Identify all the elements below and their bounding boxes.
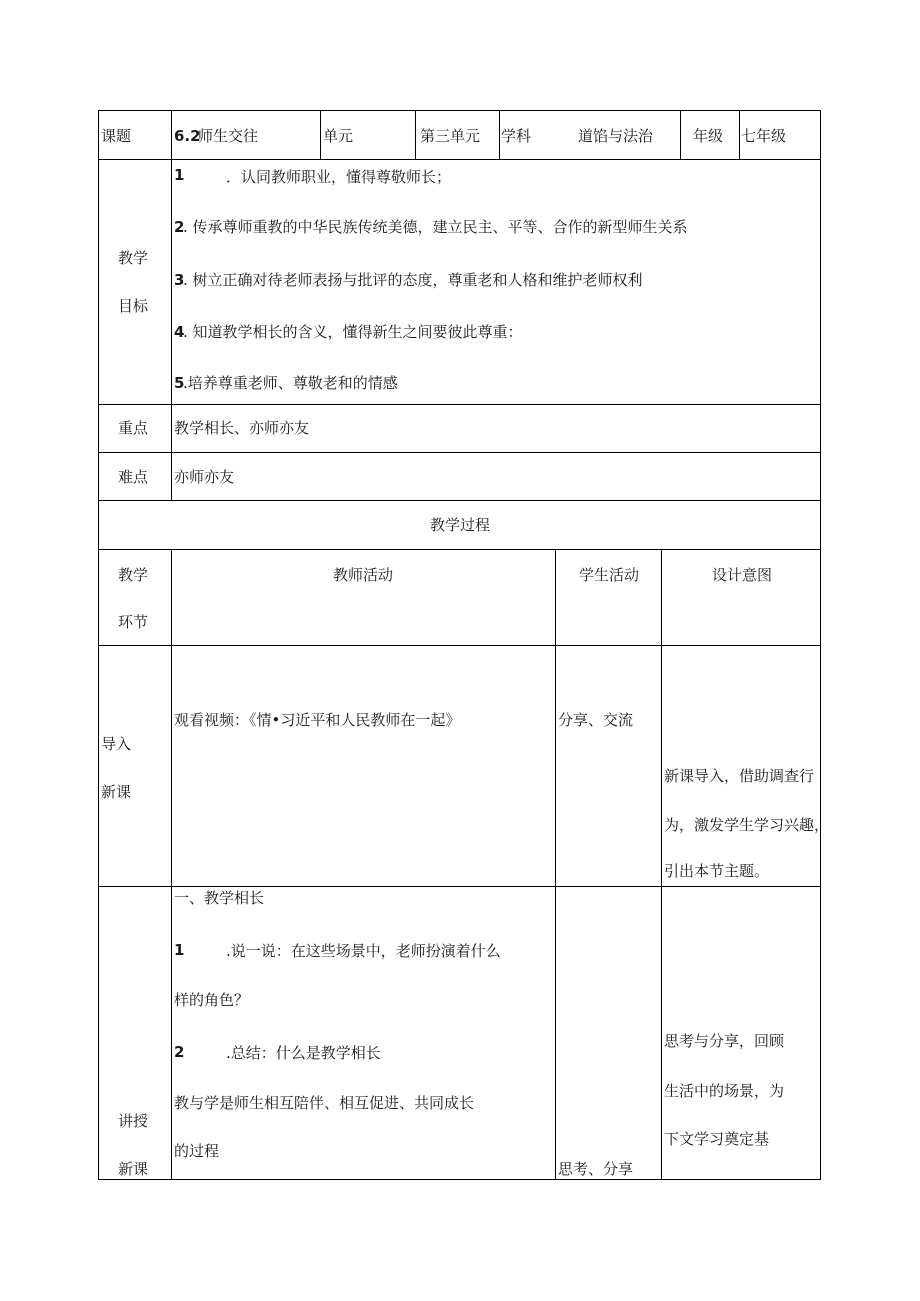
lecture-summary: 教与学是师生相互陪伴、相互促进、共同成长 bbox=[174, 1094, 475, 1112]
lecture-design-line: 生活中的场景，为 bbox=[664, 1082, 785, 1100]
row-line bbox=[98, 1179, 821, 1180]
col-line bbox=[499, 110, 500, 160]
key-point-label: 重点 bbox=[118, 419, 149, 437]
intro-design-line: 新课导入，借助调查行 bbox=[664, 767, 815, 785]
objective-text: . 树立正确对待老师表扬与批评的态度，尊重老和人格和维护老师权利 bbox=[183, 271, 643, 289]
intro-teacher-activity: 观看视频：《情•习近平和人民教师在一起》 bbox=[174, 711, 461, 729]
objective-text: . 知道教学相长的含义，懂得新生之间要彼此尊重： bbox=[183, 323, 523, 341]
lecture-stage-2: 新课 bbox=[118, 1160, 149, 1178]
col-line bbox=[171, 549, 172, 1180]
objective-number: 4 bbox=[174, 323, 185, 341]
row-line bbox=[98, 159, 821, 160]
intro-stage-2: 新课 bbox=[101, 783, 132, 801]
lecture-heading: 一、教学相长 bbox=[174, 889, 265, 907]
col-line bbox=[680, 110, 681, 160]
stage-header-2: 环节 bbox=[118, 613, 149, 631]
unit-label: 单元 bbox=[323, 127, 354, 145]
row-line bbox=[98, 549, 821, 550]
col-line bbox=[555, 549, 556, 1180]
objectives-label-2: 目标 bbox=[118, 297, 149, 315]
intro-student-activity: 分享、交流 bbox=[558, 711, 634, 729]
grade-label: 年级 bbox=[693, 127, 724, 145]
intro-design-line: 引出本节主题。 bbox=[664, 862, 770, 880]
col-line bbox=[171, 110, 172, 160]
row-line bbox=[98, 645, 821, 646]
topic-value: 师生交往 bbox=[198, 127, 259, 145]
row-line bbox=[98, 110, 821, 111]
row-line bbox=[98, 452, 821, 453]
lecture-design-line: 思考与分享，回顾 bbox=[664, 1032, 785, 1050]
student-activity-header: 学生活动 bbox=[579, 566, 640, 584]
subject-value: 道馅与法治 bbox=[578, 127, 654, 145]
lecture-item-number: 2 bbox=[174, 1043, 185, 1061]
difficulty-label: 难点 bbox=[118, 468, 149, 486]
lecture-item-text: .说一说：在这些场景中，老师扮演着什么 bbox=[226, 942, 501, 960]
stage-header-1: 教学 bbox=[118, 566, 149, 584]
objective-number: 2 bbox=[174, 218, 185, 236]
lecture-item-text: 样的角色？ bbox=[174, 991, 250, 1009]
objective-number: 3 bbox=[174, 271, 185, 289]
col-line bbox=[98, 110, 99, 1180]
objective-text: .培养尊重老师、尊敬老和的情感 bbox=[183, 374, 398, 392]
col-line bbox=[415, 110, 416, 160]
objective-number: 1 bbox=[174, 166, 185, 184]
row-line bbox=[98, 404, 821, 405]
unit-value: 第三单元 bbox=[420, 127, 481, 145]
objective-text: ．认同教师职业，懂得尊敬师长； bbox=[226, 168, 452, 186]
teacher-activity-header: 教师活动 bbox=[333, 566, 394, 584]
intro-design-line: 为，激发学生学习兴趣， bbox=[664, 816, 830, 834]
topic-number: 6.2 bbox=[174, 127, 201, 145]
design-intent-header: 设计意图 bbox=[712, 566, 773, 584]
row-line bbox=[98, 500, 821, 501]
intro-stage-1: 导入 bbox=[101, 735, 132, 753]
key-point-value: 教学相长、亦师亦友 bbox=[174, 419, 310, 437]
lecture-item-number: 1 bbox=[174, 941, 185, 959]
grade-value: 七年级 bbox=[741, 127, 787, 145]
process-title: 教学过程 bbox=[430, 516, 491, 534]
objective-number: 5 bbox=[174, 374, 185, 392]
col-line bbox=[171, 159, 172, 501]
col-line bbox=[820, 110, 821, 1180]
topic-label: 课题 bbox=[101, 127, 132, 145]
col-line bbox=[739, 110, 740, 160]
col-line bbox=[661, 549, 662, 1180]
lecture-student-activity: 思考、分享 bbox=[558, 1160, 634, 1178]
lecture-design-line: 下文学习奠定基 bbox=[664, 1130, 770, 1148]
subject-label: 学科 bbox=[501, 127, 532, 145]
col-line bbox=[320, 110, 321, 160]
difficulty-value: 亦师亦友 bbox=[174, 468, 235, 486]
row-line bbox=[98, 886, 821, 887]
lecture-item-text: .总结：什么是教学相长 bbox=[226, 1044, 381, 1062]
objectives-label-1: 教学 bbox=[118, 249, 149, 267]
lecture-summary: 的过程 bbox=[174, 1142, 220, 1160]
objective-text: . 传承尊师重教的中华民族传统美德，建立民主、平等、合作的新型师生关系 bbox=[183, 218, 688, 236]
lecture-stage-1: 讲授 bbox=[118, 1112, 149, 1130]
